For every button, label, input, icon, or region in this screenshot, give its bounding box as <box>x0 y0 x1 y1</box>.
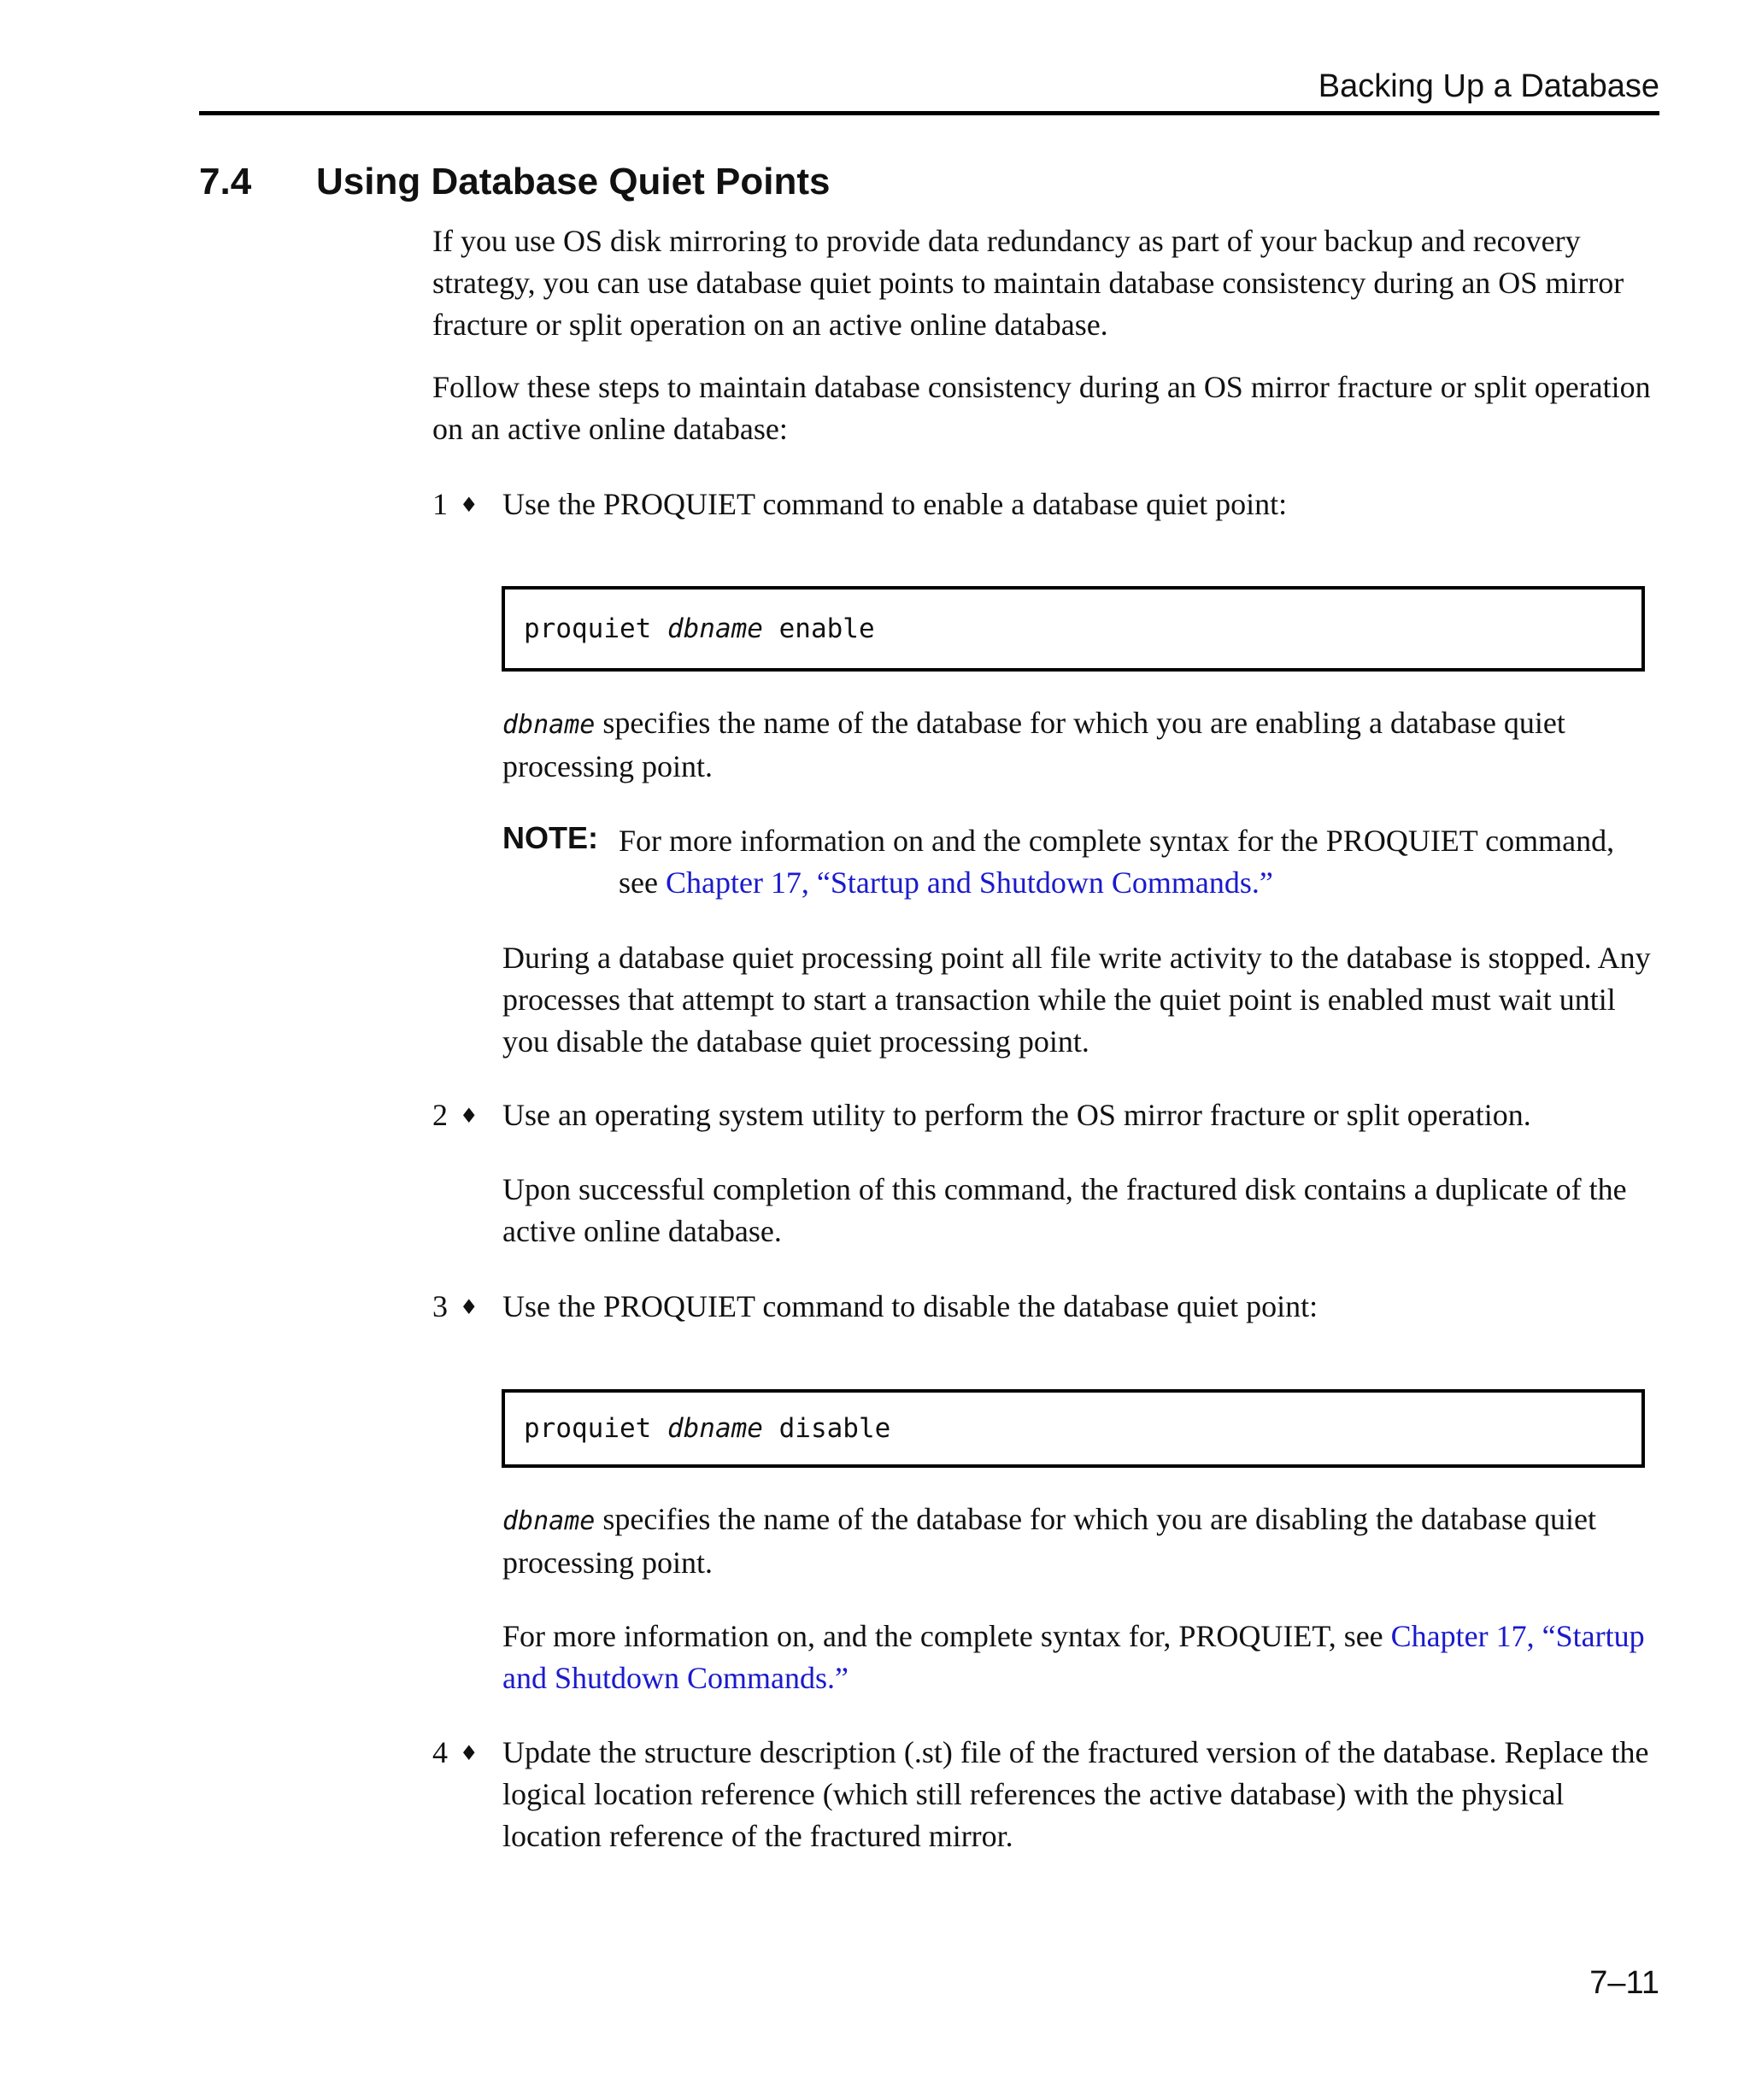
step-3-explanation <box>502 1499 1661 1584</box>
section-heading <box>199 161 830 203</box>
code-line <box>524 613 875 644</box>
diamond-bullet-icon: ♦ <box>460 1741 479 1765</box>
note-text <box>619 820 1661 904</box>
step-4-marker <box>432 1732 479 1774</box>
intro-paragraph-1: If you use OS disk mirroring to provide data redundancy as part of your backup and recovery strategy, you can use database quiet points to maintain database consistency during an OS mirror fracture or split operation on an active online database. <box>432 224 1624 342</box>
step-2-after-paragraph: Upon successful completion of this command, the fractured disk contains a duplicate of the active online database. <box>502 1172 1627 1248</box>
code-block-disable <box>502 1389 1645 1468</box>
running-header-title: Backing Up a Database <box>1318 68 1659 104</box>
page-number: 7–11 <box>1589 1965 1659 2001</box>
step-number: 1 <box>432 487 448 521</box>
step-3-text: Use the PROQUIET command to disable the database quiet point: <box>502 1289 1318 1323</box>
diamond-bullet-icon: ♦ <box>460 1295 479 1319</box>
chapter-17-link[interactable]: Chapter 17, “Startup and Shutdown Commands.” <box>665 865 1273 900</box>
step-number: 3 <box>432 1289 448 1323</box>
code-block-enable <box>502 586 1645 672</box>
code-line <box>524 1413 890 1444</box>
step-1-after-paragraph: During a database quiet processing point all file write activity to the database is stopped. Any processes that attempt to start a transaction while the quiet point is enabled must wait until you disable the database quiet processing point. <box>502 941 1651 1059</box>
step-4-text: Update the structure description (.st) file of the fractured version of the database. Replace the logical location reference (which still references the active database) with the physical location reference of the fractured mirror. <box>502 1735 1649 1853</box>
code-command: proquiet <box>524 1413 652 1444</box>
step-number: 4 <box>432 1735 448 1769</box>
section-title: Using Database Quiet Points <box>316 161 831 202</box>
more-info-text: For more information on, and the complete syntax for, PROQUIET, see <box>502 1619 1391 1653</box>
note-label: NOTE: <box>502 820 598 855</box>
intro-paragraph-2: Follow these steps to maintain database consistency during an OS mirror fracture or split operation on an active online database: <box>432 370 1651 446</box>
step-3-marker <box>432 1286 479 1329</box>
step-2-text: Use an operating system utility to perform the OS mirror fracture or split operation. <box>502 1098 1531 1132</box>
note-body: For more information on and the complete syntax for the PROQUIET command, see <box>619 824 1615 900</box>
code-argument: dbname <box>667 613 763 644</box>
step-1-marker <box>432 484 479 526</box>
header-rule <box>199 111 1659 115</box>
step-2-marker <box>432 1094 479 1137</box>
term-dbname: dbname <box>502 710 596 740</box>
diamond-bullet-icon: ♦ <box>460 493 479 517</box>
step-1-text: Use the PROQUIET command to enable a database quiet point: <box>502 487 1288 521</box>
code-argument: dbname <box>667 1413 763 1444</box>
step-1-explanation <box>502 702 1661 788</box>
code-action: disable <box>778 1413 891 1444</box>
explanation-text: specifies the name of the database for which you are disabling the database quiet processing point. <box>502 1502 1596 1580</box>
step-3-more-info <box>502 1616 1661 1699</box>
term-dbname: dbname <box>502 1506 596 1536</box>
code-action: enable <box>778 613 875 644</box>
step-number: 2 <box>432 1098 448 1132</box>
section-number: 7.4 <box>199 161 252 202</box>
chapter-17-link[interactable]: Chapter 17, “Startup and Shutdown Commands.” <box>502 1619 1645 1695</box>
explanation-text: specifies the name of the database for which you are enabling a database quiet processing point. <box>502 706 1565 783</box>
code-command: proquiet <box>524 613 652 644</box>
diamond-bullet-icon: ♦ <box>460 1104 479 1128</box>
